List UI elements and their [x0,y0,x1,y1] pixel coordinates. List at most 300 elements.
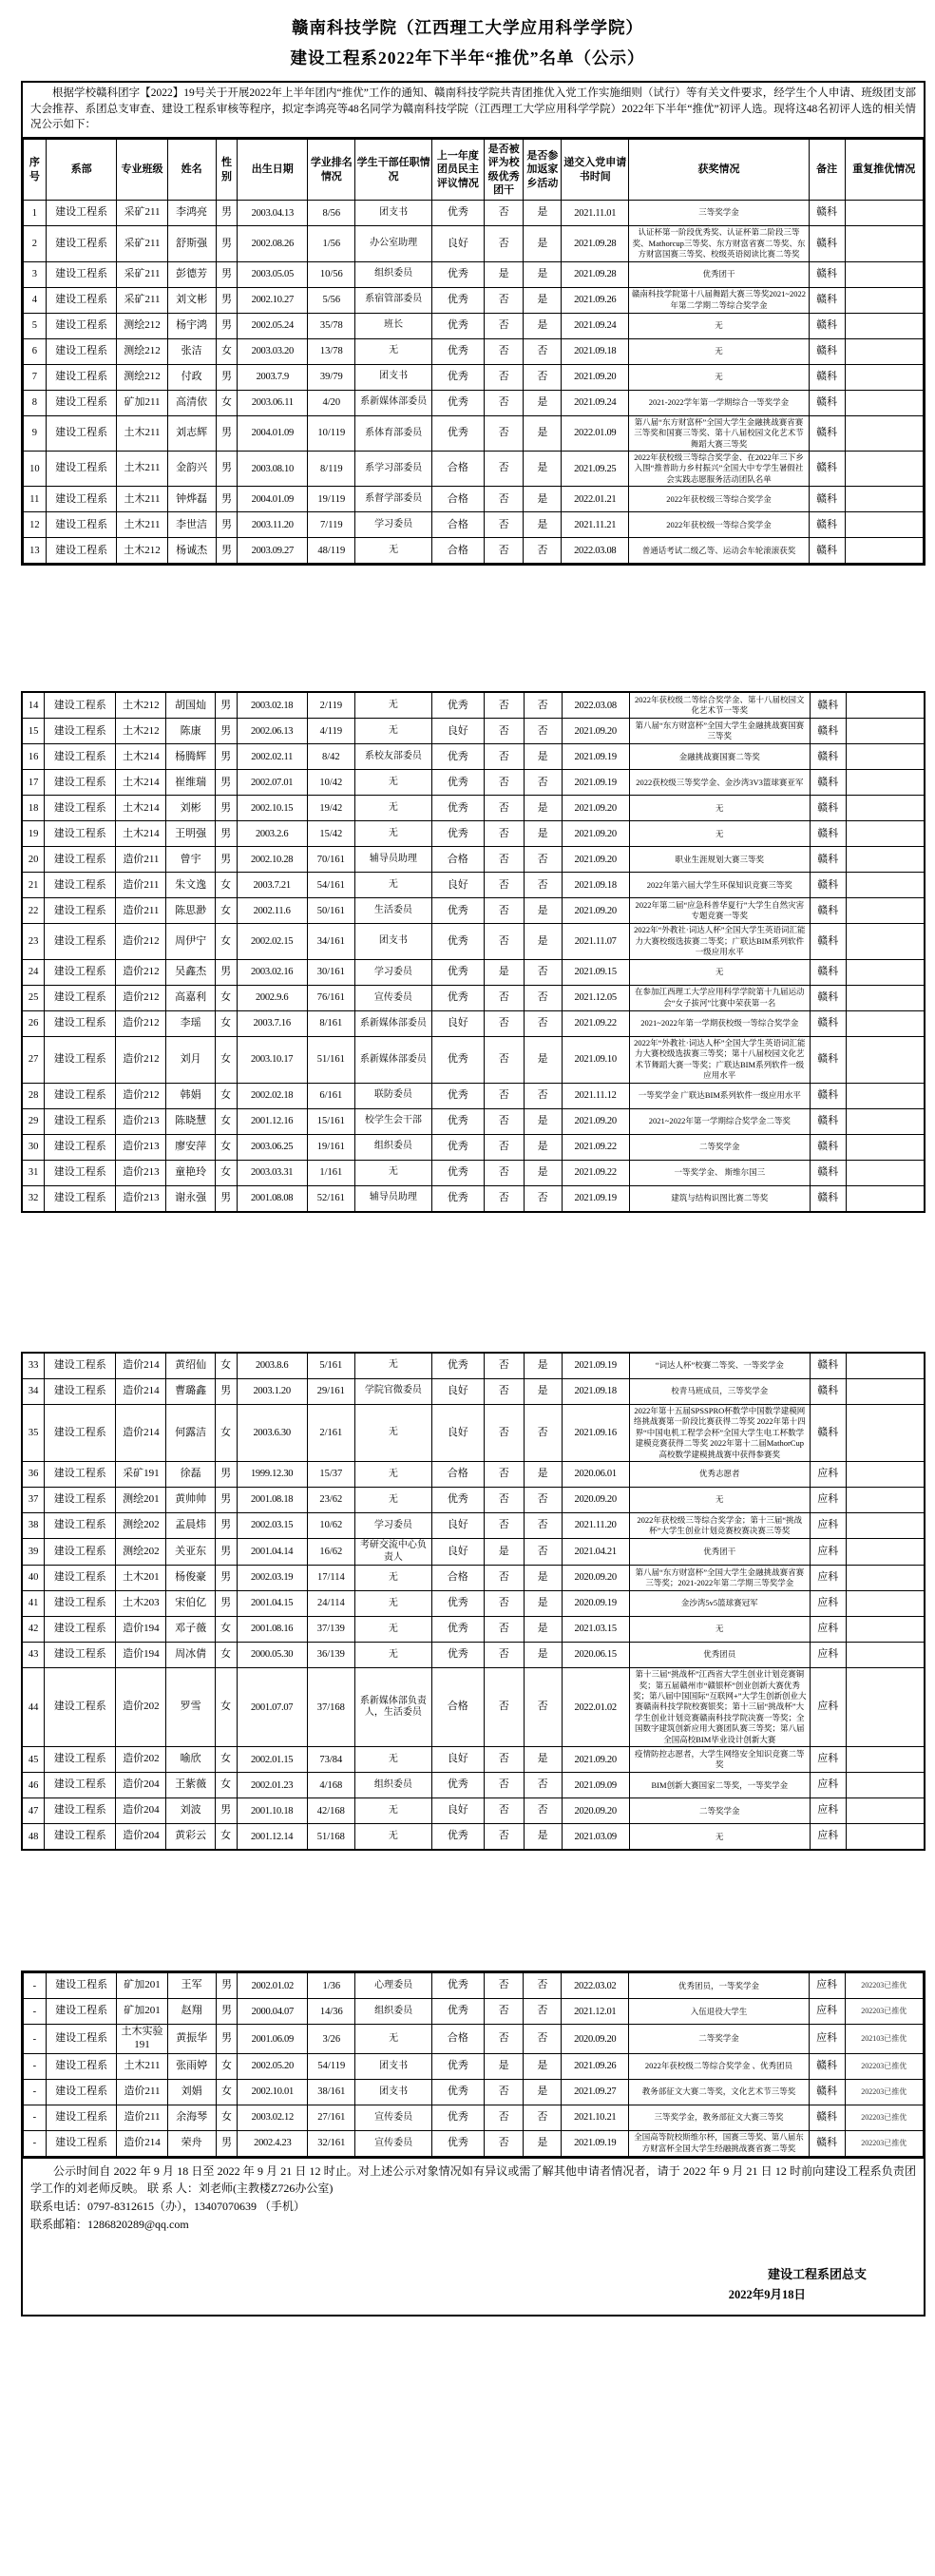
table-cell: 金沙湾5v5篮球赛冠军 [629,1591,810,1617]
table-cell: 2002.4.23 [238,2130,308,2156]
table-cell: 30 [22,1134,45,1160]
table-cell: 23/62 [307,1488,354,1513]
table-cell: 17/114 [307,1566,354,1591]
table-cell: 21 [22,873,45,898]
table-cell: 34 [22,1378,45,1404]
table-cell: 优秀 [431,1973,484,1999]
table-cell: 202203已推优 [845,2053,923,2079]
table-cell: 20 [22,847,45,873]
table-cell: 女 [215,873,237,898]
table-cell: 优秀 [431,1488,484,1513]
table-cell: 46 [22,1773,45,1798]
table-row [22,1488,925,1513]
table-cell: 建设工程系 [46,452,117,487]
table-cell: 疫情防控志愿者，大学生网络安全知识竞赛二等奖 [629,1747,810,1773]
table-cell: 优秀 [431,898,484,924]
table-cell: 2003.7.16 [237,1010,307,1036]
table-cell: 是 [484,2053,524,2079]
table-row [22,1513,925,1539]
table-cell: 否 [484,1747,524,1773]
table-cell: 2002.10.15 [237,796,307,821]
table-cell: 金韵兴 [167,452,216,487]
table-cell: 应科 [810,1798,846,1824]
table-cell: 黄绍仙 [166,1353,215,1379]
table-cell: 女 [215,1404,237,1461]
table-cell: 39/79 [308,364,355,390]
table-cell: 应科 [810,1488,846,1513]
table-cell: 系学习部委员 [355,452,431,487]
table-row [24,201,924,226]
table-cell: 赣科 [809,2079,845,2105]
table-row [24,2130,924,2156]
table-cell: 是 [524,1378,562,1404]
table-cell: 70/161 [307,847,354,873]
table-cell: 是 [524,415,562,451]
table-cell: 2020.09.20 [562,2025,629,2054]
table-cell: 建设工程系 [45,1643,116,1668]
table-cell: 系督学部委员 [355,487,431,512]
table-row [22,1010,925,1036]
table-cell: 否 [524,1513,562,1539]
table-cell: 良好 [431,226,484,261]
table-cell: 35/78 [308,313,355,338]
table-row [22,1591,925,1617]
table-cell: 否 [524,1668,562,1747]
table-cell: 无 [629,959,810,985]
table-cell: 建设工程系 [45,1617,116,1643]
table-cell: 2002.01.02 [238,1973,308,1999]
table-cell: 无 [355,796,432,821]
table-cell: 赵翔 [167,1999,216,2025]
table-cell [846,847,925,873]
table-cell: 51/161 [307,1036,354,1083]
table-cell: 土木203 [116,1591,166,1617]
table-cell: 彭德芳 [167,261,216,287]
table-cell: 男 [215,1566,237,1591]
table-cell: 优秀 [431,1083,484,1108]
table-cell: 2021.09.20 [562,1108,629,1134]
table-cell: 26 [22,1010,45,1036]
table-cell: 造价214 [116,1353,166,1379]
table-cell: “词达人杯”校赛二等奖、一等奖学金 [629,1353,810,1379]
table-cell: 2021.09.20 [562,364,629,390]
table-cell: 无 [629,313,809,338]
table-cell: 系宿管部委员 [355,287,431,313]
table-cell: 男 [216,1973,238,1999]
table-cell: - [24,2105,47,2130]
table-cell [846,1010,925,1036]
table-cell: 优秀团干 [629,261,809,287]
table-cell: 否 [484,201,524,226]
table-row [22,744,925,770]
table-cell: 采矿211 [117,226,167,261]
table-cell: 系体育部委员 [355,415,431,451]
table-cell: 优秀 [431,796,484,821]
table-cell: 女 [216,2105,238,2130]
table-cell: 2021.11.07 [562,924,629,959]
table-cell [845,390,923,415]
table-cell: 优秀 [431,770,484,796]
table-row [24,512,924,538]
table-cell: 2022.01.21 [562,487,629,512]
table-cell: 优秀 [431,1591,484,1617]
table-cell: 组织委员 [355,1999,431,2025]
table-cell: 2021.09.24 [562,390,629,415]
table-cell: 无 [355,338,431,364]
table-cell: 土木211 [117,452,167,487]
table-cell: 优秀 [431,261,484,287]
table-cell: 25 [22,985,45,1010]
footer [23,2157,924,2315]
table-cell: 建设工程系 [45,847,116,873]
column-header: 重复推优情况 [845,140,923,201]
table-cell: 陈思渺 [166,898,215,924]
table-cell: 2021.09.15 [562,959,629,985]
table-cell [846,744,925,770]
table-cell: 2021.09.20 [562,898,629,924]
table-cell: 否 [484,364,524,390]
table-cell: 2003.7.21 [237,873,307,898]
table-cell: 优秀 [431,1160,484,1185]
table-cell: 赣科 [809,390,845,415]
table-cell: 否 [484,2105,524,2130]
table-cell: 建筑与结构识图比赛二等奖 [629,1185,810,1212]
table-cell: 韩娟 [166,1083,215,1108]
table-cell: 无 [629,1824,810,1851]
table-cell: 应科 [809,1973,845,1999]
table-cell: 杨诚杰 [167,538,216,564]
table-cell: 否 [484,1513,524,1539]
table-cell: 2002.05.24 [238,313,308,338]
table-cell: 否 [524,1083,562,1108]
table-cell: 否 [484,692,524,719]
roster-table-page-1 [23,139,924,564]
table-cell: 13/78 [308,338,355,364]
table-cell: 是 [484,959,524,985]
intro-paragraph: 根据学校赣科团字【2022】19号关于开展2022年上半年团内“推优”工作的通知、赣南科技学院共青团推优入党工作实施细则（试行）等有关文件要求，经学生个人申请、班级团支部大会推荐、系团总支审查、建设工程系审核等程序，拟定李鸿亮等48名同学为赣南科技学院（江西理工大学应用科学学院）2022年下半年“推优”初评人选。现将这48名初评人选的相关情况公示如下： [23,83,924,139]
table-cell: 男 [216,226,238,261]
table-cell: 2022年“外教社·词达人杯”全国大学生英语词汇能力大赛校级选拔赛三等奖；第十八届校园文化艺术节舞蹈大赛一等奖；广联达BIM系列软件一级应用水平 [629,1036,810,1083]
table-cell: 男 [215,1185,237,1212]
table-cell: - [24,2130,47,2156]
table-cell: 女 [215,1824,237,1851]
table-cell: 2021.09.20 [562,719,629,744]
table-row [22,1773,925,1798]
table-cell: 男 [215,1539,237,1566]
table-cell: 8/56 [308,201,355,226]
table-cell: 优秀 [431,2079,484,2105]
table-cell: 建设工程系 [45,1513,116,1539]
table-cell: 14 [22,692,45,719]
document [0,13,935,2316]
table-cell: 土木214 [116,796,166,821]
signature: 建设工程系团总支 [767,2267,867,2282]
table-cell: 应科 [810,1591,846,1617]
table-cell: 应科 [810,1668,846,1747]
table-cell: 2003.6.30 [237,1404,307,1461]
table-cell: 男 [215,719,237,744]
table-cell: 赣科 [809,512,845,538]
table-cell [845,261,923,287]
table-cell: 优秀志愿者 [629,1462,810,1488]
table-row [24,452,924,487]
table-cell: 优秀 [431,1134,484,1160]
table-row [22,1160,925,1185]
table-cell: - [24,2053,47,2079]
table-cell: 29 [22,1108,45,1134]
table-cell: 否 [484,1083,524,1108]
table-cell: 女 [215,985,237,1010]
table-cell: 应科 [810,1824,846,1851]
table-cell: 造价212 [116,1010,166,1036]
table-cell: 2003.08.10 [238,452,308,487]
table-cell: 否 [484,1798,524,1824]
table-cell: 第十三届“挑战杯”江西省大学生创业计划竞赛铜奖；第五届赣州市“赣银杯”创业创新大赛优秀奖；第八届中国国际“互联网+”大学生创新创业大赛赣南科技学院校赛银奖；第十三届“挑战杯”大学生创业计划竞赛赣南科技学院决赛一等奖；全国数字建筑创新应用大赛团队赛三等奖；第八届全国高校BIM毕业设计创新大赛 [629,1668,810,1747]
table-cell: 2021.09.19 [562,770,629,796]
table-cell: 宣传委员 [355,2105,431,2130]
table-cell: 2001.08.18 [237,1488,307,1513]
page-1 [21,81,925,566]
table-cell: 建设工程系 [46,1973,117,1999]
table-cell: 24/114 [307,1591,354,1617]
table-cell: 杨腾辉 [166,744,215,770]
table-cell: 办公室助理 [355,226,431,261]
table-cell: 2020.06.15 [562,1643,629,1668]
table-cell: 是 [524,261,562,287]
table-cell: 2000.04.07 [238,1999,308,2025]
table-cell: 2021.09.19 [562,1353,629,1379]
table-cell: 2022获校级三等奖学金、金沙湾3V3篮球赛亚军 [629,770,810,796]
table-cell: 李鸿亮 [167,201,216,226]
table-cell: 4/168 [307,1773,354,1798]
table-cell [845,201,923,226]
table-cell [846,985,925,1010]
table-cell: 女 [215,1617,237,1643]
table-cell: 吴鑫杰 [166,959,215,985]
table-cell: 2022年第六届大学生环保知识竞赛三等奖 [629,873,810,898]
table-cell: 赣科 [810,1010,846,1036]
table-cell: 7/119 [308,512,355,538]
table-cell: 李瑶 [166,1010,215,1036]
table-cell: 2002.10.28 [237,847,307,873]
table-cell: 2022年获校级三等综合奖学金；第十三届“挑战杯”大学生创业计划竞赛校赛决赛三等奖 [629,1513,810,1539]
table-cell: 2021.09.28 [562,261,629,287]
table-cell: 2003.03.20 [238,338,308,364]
table-cell: 否 [484,1378,524,1404]
table-cell: 2022.03.08 [562,692,629,719]
contact-phone: 联系电话：0797-8312615（办），13407070639 （手机） [30,2200,305,2214]
table-cell: - [24,1999,47,2025]
table-cell: 是 [524,1824,562,1851]
table-cell: 否 [484,1353,524,1379]
table-cell: 合格 [431,1566,484,1591]
table-cell: 女 [215,1160,237,1185]
table-cell: 16 [22,744,45,770]
table-row [24,415,924,451]
table-row [24,2079,924,2105]
table-row [22,1353,925,1379]
table-cell: 建设工程系 [46,287,117,313]
table-cell: 造价211 [116,898,166,924]
table-cell: 罗雪 [166,1668,215,1747]
table-cell: - [24,1973,47,1999]
table-cell: 优秀 [431,2053,484,2079]
table-cell: 19/119 [308,487,355,512]
table-cell: 金融挑战赛国赛二等奖 [629,744,810,770]
table-cell: 第八届“东方财富杯”全国大学生金融挑战赛省赛三等奖；2021-2022年第二学期三等奖学金 [629,1566,810,1591]
table-cell: 否 [484,538,524,564]
table-cell: 无 [629,364,809,390]
table-cell: 优秀 [431,201,484,226]
table-cell: 校学生会干部 [355,1108,432,1134]
column-header: 学业排名情况 [308,140,355,201]
table-cell: 2021-2022学年第一学期综合一等奖学金 [629,390,809,415]
table-cell: 否 [484,1488,524,1513]
table-cell: 良好 [431,1404,484,1461]
table-cell: 无 [355,770,432,796]
table-cell: 系新媒体部委员 [355,1010,432,1036]
table-cell: 是 [524,1462,562,1488]
table-cell: - [24,2079,47,2105]
table-cell: 优秀 [431,1353,484,1379]
table-cell: 考研交流中心负责人 [355,1539,432,1566]
table-cell: 是 [484,261,524,287]
table-cell: 女 [215,1083,237,1108]
table-cell: 2020.09.20 [562,1488,629,1513]
table-cell: 2002.03.15 [237,1513,307,1539]
table-cell: 女 [216,2053,238,2079]
table-cell: 否 [484,1462,524,1488]
table-cell: 37/139 [307,1617,354,1643]
column-header: 专业班级 [117,140,167,201]
table-cell: 优秀 [431,1999,484,2025]
table-cell: 优秀 [431,1773,484,1798]
table-cell: 赣科 [810,1378,846,1404]
table-cell: 建设工程系 [45,821,116,847]
table-cell: 否 [484,1185,524,1212]
table-row [22,1404,925,1461]
table-row [22,770,925,796]
table-cell: 否 [484,1999,524,2025]
table-cell: 2003.02.12 [238,2105,308,2130]
table-cell: 良好 [431,1539,484,1566]
table-cell: 女 [215,1668,237,1747]
table-cell: 建设工程系 [45,1668,116,1747]
table-cell: 30/161 [307,959,354,985]
table-cell: 男 [216,364,238,390]
document-title [0,13,935,73]
table-cell: 2020.09.20 [562,1566,629,1591]
table-cell: 优秀 [431,1185,484,1212]
table-cell: 36 [22,1462,45,1488]
table-cell: 男 [215,959,237,985]
table-cell: 优秀 [431,338,484,364]
table-cell: 否 [484,1773,524,1798]
table-cell: 赣科 [809,201,845,226]
table-cell: 16/62 [307,1539,354,1566]
table-cell: 否 [484,287,524,313]
table-cell: 41 [22,1591,45,1617]
table-cell: 17 [22,770,45,796]
table-cell: 团支书 [355,2079,431,2105]
table-cell: 8 [24,390,47,415]
table-cell: 男 [216,1999,238,2025]
table-cell: 2021.09.27 [562,2079,629,2105]
table-cell: 优秀 [431,313,484,338]
table-cell: 刘波 [166,1798,215,1824]
table-cell: 是 [524,487,562,512]
table-cell: 学院官微委员 [355,1378,432,1404]
table-cell [846,719,925,744]
table-cell: 是 [524,226,562,261]
table-cell: 付政 [167,364,216,390]
table-cell: 建设工程系 [45,1824,116,1851]
table-cell: 2002.01.23 [237,1773,307,1798]
table-cell: 是 [524,744,562,770]
table-cell: 高嘉利 [166,985,215,1010]
table-cell: 2021.10.21 [562,2105,629,2130]
table-cell: 男 [215,1462,237,1488]
table-cell [845,226,923,261]
table-cell: 系新媒体部负责人，生活委员 [355,1668,432,1747]
table-cell: 赣科 [810,924,846,959]
table-cell: 6/161 [307,1083,354,1108]
table-cell: 男 [216,287,238,313]
column-header: 获奖情况 [629,140,809,201]
table-cell: 48 [22,1824,45,1851]
table-cell: 建设工程系 [45,1083,116,1108]
table-cell: 否 [484,2079,524,2105]
table-cell: 造价214 [116,1404,166,1461]
table-cell: 1999.12.30 [237,1462,307,1488]
table-cell: 23 [22,924,45,959]
table-cell: 2022年第二届“应急科普华夏行”大学生自然灾害专题竞赛一等奖 [629,898,810,924]
table-cell: 钟烨磊 [167,487,216,512]
table-cell: 王军 [167,1973,216,1999]
table-cell [845,452,923,487]
table-cell: 优秀 [431,2130,484,2156]
table-cell: 是 [524,1160,562,1185]
contact-email: 联系邮箱：1286820289@qq.com [30,2217,189,2231]
table-cell: 否 [484,415,524,451]
table-cell: 否 [524,1488,562,1513]
table-cell [845,287,923,313]
table-row [22,1185,925,1212]
table-cell: 15/37 [307,1462,354,1488]
table-cell: 建设工程系 [45,1566,116,1591]
table-cell: 76/161 [307,985,354,1010]
table-cell: 42/168 [307,1798,354,1824]
table-cell: 2021.09.19 [562,2130,629,2156]
table-cell: 团支书 [355,201,431,226]
table-cell: 无 [355,1566,432,1591]
table-cell: 建设工程系 [46,2130,117,2156]
table-cell: 应科 [810,1462,846,1488]
table-cell: 10/56 [308,261,355,287]
table-cell: 合格 [431,1462,484,1488]
table-cell: 2022.03.02 [562,1973,629,1999]
table-cell: 10/62 [307,1513,354,1539]
table-cell: 女 [215,924,237,959]
table-cell: 1/161 [307,1160,354,1185]
table-cell [846,692,925,719]
table-cell: 赣科 [810,1036,846,1083]
table-cell: 2020.06.01 [562,1462,629,1488]
table-cell: 2021.12.01 [562,1999,629,2025]
table-cell: 建设工程系 [46,364,117,390]
table-cell: 应科 [809,1999,845,2025]
column-header: 姓名 [167,140,216,201]
